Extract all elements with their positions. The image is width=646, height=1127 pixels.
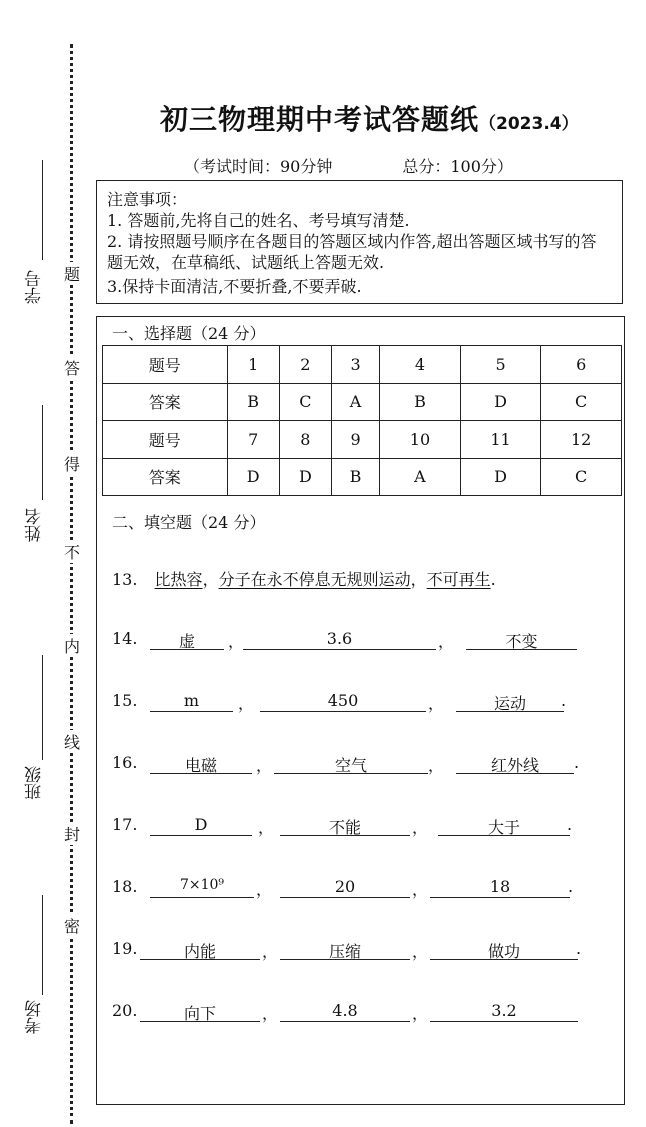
answer-blank: 18: [430, 877, 570, 898]
table-cell: C: [541, 458, 622, 496]
question-number: 16.: [112, 753, 138, 772]
table-cell: 12: [541, 421, 622, 459]
fill-question-13: 13. 比热容，分子在永不停息无规则运动，不可再生.: [112, 570, 496, 589]
answer-blank: 大于: [438, 815, 570, 836]
table-cell: 9: [331, 421, 379, 459]
table-row: [103, 346, 622, 384]
table-row: [103, 421, 622, 459]
question-number: 18.: [112, 877, 138, 896]
seal-char: 密: [64, 914, 80, 937]
student-id-line: [42, 160, 43, 260]
question-end: .: [574, 753, 580, 772]
table-cell: D: [460, 458, 541, 496]
table-cell: 题号: [103, 346, 228, 384]
table-cell: D: [460, 383, 541, 421]
page-title: [160, 98, 579, 138]
answer-blank: 向下: [140, 1001, 260, 1022]
binding-dotted-line: [70, 44, 73, 1124]
answer-blank: 压缩: [280, 939, 410, 960]
question-end: .: [567, 815, 573, 834]
table-cell: 10: [380, 421, 461, 459]
question-number: 17.: [112, 815, 138, 834]
table-row: [103, 458, 622, 496]
table-cell: B: [331, 458, 379, 496]
answer-blank: 虚: [150, 629, 224, 650]
fill-question-15: 15. m ， 450 ， 运动 .: [112, 691, 567, 713]
answer-blank: 空气: [274, 753, 428, 774]
answer-blank: 不可再生: [426, 570, 491, 589]
seal-char: 封: [64, 822, 80, 845]
seal-char: 答: [64, 356, 80, 379]
table-cell: C: [541, 383, 622, 421]
seal-char: 得: [64, 452, 80, 475]
table-cell: 答案: [103, 458, 228, 496]
fill-question-20: 20. 向下 ， 4.8 ， 3.2: [112, 1001, 582, 1025]
name-line: [42, 405, 43, 500]
table-cell: C: [279, 383, 331, 421]
answer-blank: 3.2: [430, 1001, 578, 1022]
seal-char: 题: [64, 262, 80, 285]
table-cell: 题号: [103, 421, 228, 459]
choice-answer-table: [102, 345, 622, 496]
question-number: 14.: [112, 629, 138, 648]
table-cell: 4: [380, 346, 461, 384]
answer-blank: 做功: [430, 939, 578, 960]
fill-question-17: 17. D ， 不能 ， 大于 .: [112, 815, 573, 837]
notice-item: 1. 答题前,先将自己的姓名、考号填写清楚.: [107, 211, 410, 230]
total-score: 总分：100分）: [402, 157, 513, 176]
table-cell: A: [331, 383, 379, 421]
answer-blank: 7×10⁹: [150, 877, 254, 898]
answer-blank: 比热容: [154, 570, 203, 589]
fill-question-14: 14. 虚 ， 3.6 ， 不变: [112, 629, 582, 653]
fill-question-19: 19. 内能 ， 压缩 ， 做功 .: [112, 939, 582, 961]
table-cell: B: [227, 383, 279, 421]
table-cell: A: [380, 458, 461, 496]
answer-blank: 电磁: [150, 753, 252, 774]
table-cell: B: [380, 383, 461, 421]
answer-blank: 分子在永不停息无规则运动: [218, 570, 411, 589]
answer-blank: 3.6: [243, 629, 436, 650]
answer-blank: D: [150, 815, 252, 836]
section1-title: 一、选择题（24 分）: [112, 324, 266, 343]
exam-info: [184, 154, 513, 177]
table-cell: 答案: [103, 383, 228, 421]
question-number: 19.: [112, 939, 138, 958]
table-cell: D: [227, 458, 279, 496]
answer-blank: 不变: [466, 629, 577, 650]
question-end: .: [561, 691, 567, 710]
table-cell: 5: [460, 346, 541, 384]
notice-box: [96, 180, 623, 304]
question-number: 13.: [112, 570, 138, 589]
student-id-label: 学号: [25, 270, 45, 304]
table-cell: 3: [331, 346, 379, 384]
fill-question-16: 16. 电磁 ， 空气 ， 红外线 .: [112, 753, 580, 775]
question-number: 20.: [112, 1001, 138, 1020]
answer-blank: 不能: [280, 815, 410, 836]
table-cell: 8: [279, 421, 331, 459]
class-label: 班级: [25, 766, 45, 800]
title-date: （2023.4）: [479, 114, 579, 134]
seal-char: 不: [64, 540, 80, 563]
title-text: 初三物理期中考试答题纸: [160, 103, 480, 136]
table-cell: 11: [460, 421, 541, 459]
notice-item: 2. 请按照题号顺序在各题目的答题区域内作答,超出答题区域书写的答题无效，在草稿纸、试题纸上答题无效.: [107, 232, 597, 272]
fill-question-18: 18. 7×10⁹ ， 20 ， 18 .: [112, 877, 574, 899]
table-cell: 7: [227, 421, 279, 459]
answer-blank: 运动: [456, 691, 564, 712]
class-line: [42, 655, 43, 760]
answer-blank: m: [150, 691, 233, 712]
exam-room-line: [42, 895, 43, 995]
answer-blank: 450: [260, 691, 426, 712]
notice-item: 3.保持卡面清洁,不要折叠,不要弄破.: [107, 277, 362, 296]
exam-room-label: 考场: [25, 1000, 45, 1034]
table-cell: 1: [227, 346, 279, 384]
answer-blank: 20: [280, 877, 410, 898]
question-number: 15.: [112, 691, 138, 710]
table-row: [103, 383, 622, 421]
notice-heading: 注意事项：: [107, 190, 188, 209]
question-end: .: [568, 877, 574, 896]
answer-blank: 内能: [140, 939, 260, 960]
table-cell: 2: [279, 346, 331, 384]
seal-char: 内: [64, 634, 80, 657]
table-cell: D: [279, 458, 331, 496]
section2-title: 二、填空题（24 分）: [112, 513, 266, 532]
question-end: .: [576, 939, 582, 958]
name-label: 姓名: [25, 508, 45, 542]
question-end: .: [490, 570, 496, 589]
table-cell: 6: [541, 346, 622, 384]
seal-char: 线: [64, 730, 80, 753]
exam-time: （考试时间：90分钟: [184, 157, 333, 176]
answer-blank: 红外线: [456, 753, 574, 774]
answer-blank: 4.8: [280, 1001, 410, 1022]
